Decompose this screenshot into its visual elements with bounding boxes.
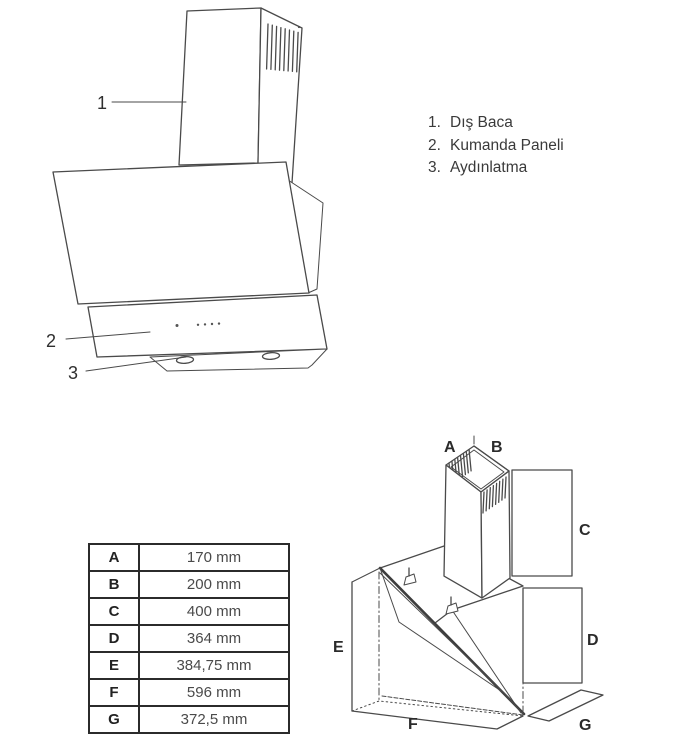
table-row (89, 571, 289, 598)
legend-number: 2. (428, 136, 441, 154)
dim-label-c: C (579, 522, 591, 539)
legend-item-1 (428, 112, 564, 135)
dim-value: 170 mm (139, 544, 289, 571)
table-row (89, 652, 289, 679)
body-right-edge (452, 610, 521, 713)
dim-label-e: E (333, 639, 344, 656)
chimney-front-face (179, 8, 261, 165)
dim-g-plane (528, 690, 603, 721)
dim-label-f: F (408, 716, 418, 733)
legend-label: Kumanda Paneli (450, 136, 564, 154)
legend-label: Aydınlatma (450, 159, 528, 176)
dim-key: G (89, 706, 139, 733)
legend-item-2 (428, 135, 564, 158)
table-row (89, 625, 289, 652)
callout-2: 2 (46, 331, 57, 351)
callout-3: 3 (68, 363, 79, 383)
legend-label: Dış Baca (450, 114, 513, 131)
dim-label-d: D (587, 632, 599, 649)
dim-value: 596 mm (139, 679, 289, 706)
dim-d-bracket (523, 588, 582, 683)
dim-key: A (89, 544, 139, 571)
table-row (89, 706, 289, 733)
mounting-clip (446, 597, 458, 614)
dim-label-g: G (579, 717, 592, 734)
legend-number: 3. (428, 159, 441, 176)
table-row (89, 679, 289, 706)
chimney-side-face (258, 8, 302, 183)
chimney-screw-dot (298, 26, 300, 28)
dim-c-bracket (512, 470, 572, 576)
ground-front-edge (352, 711, 523, 729)
control-panel-strip (88, 295, 327, 357)
table-row (89, 544, 289, 571)
dim-key: F (89, 679, 139, 706)
dim-value: 384,75 mm (139, 652, 289, 679)
hood-illustration (0, 0, 360, 400)
dim-label-b: B (491, 439, 503, 456)
dimension-diagram (325, 425, 620, 750)
dim-e-tick (352, 568, 380, 582)
dim-key: E (89, 652, 139, 679)
dim-value: 364 mm (139, 625, 289, 652)
body-back-bottom-edge (382, 696, 523, 715)
dim-key: B (89, 571, 139, 598)
dimension-table (88, 543, 290, 734)
mounting-clip (404, 568, 416, 585)
dim-label-a: A (444, 439, 456, 456)
legend-number: 1. (428, 114, 441, 131)
table-row (89, 598, 289, 625)
dim-key: C (89, 598, 139, 625)
dim-key: D (89, 625, 139, 652)
glass-panel (53, 162, 309, 304)
legend-item-3 (428, 157, 564, 180)
dim-value: 400 mm (139, 598, 289, 625)
dim-value: 200 mm (139, 571, 289, 598)
parts-legend (428, 112, 564, 180)
dim-value: 372,5 mm (139, 706, 289, 733)
callout-1: 1 (97, 93, 108, 113)
